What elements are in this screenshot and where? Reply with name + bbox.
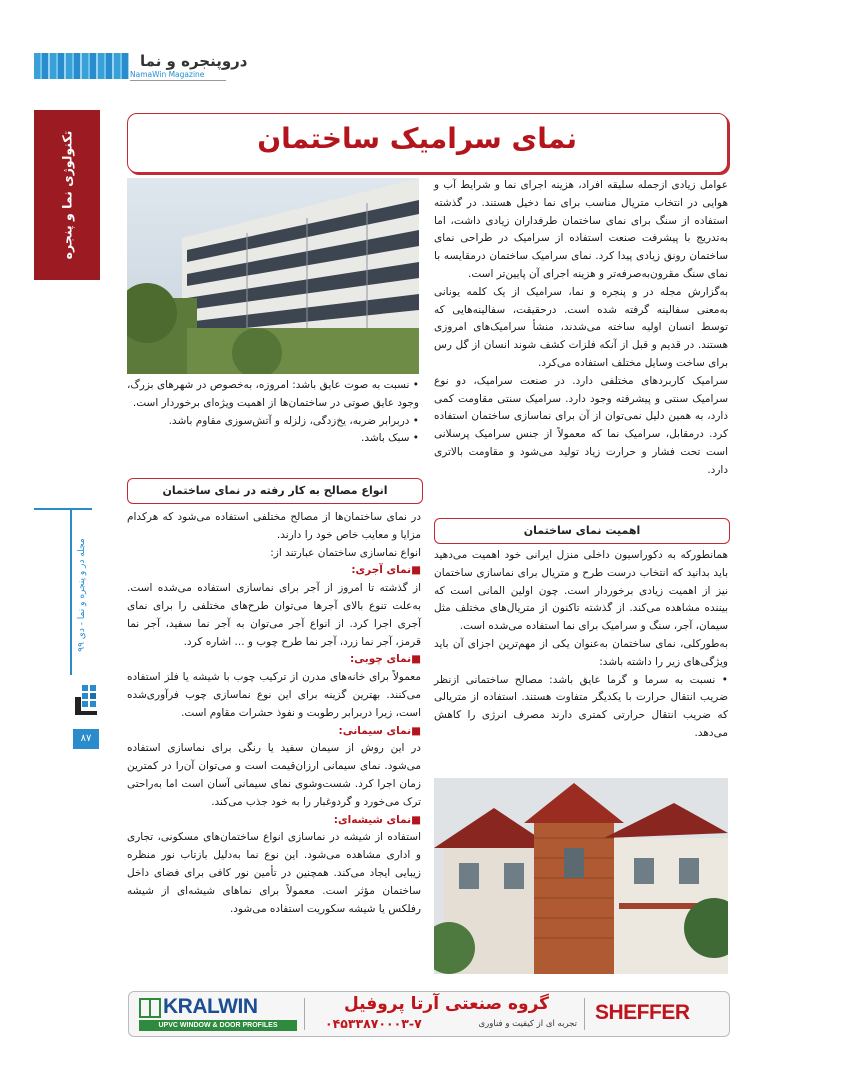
section-header-importance-text: اهمیت نمای ساختمان — [523, 524, 641, 537]
magazine-logo-text: دروپنجره و نما — [140, 52, 248, 70]
subheading-glass: نمای شیشه‌ای: — [333, 813, 412, 826]
intro-paragraph: عوامل زیادی ازجمله سلیقه افراد، هزینه اجرای نما و شرایط آب و هوایی در انتخاب متریال مناسب برای نما دخیل هستند. در گذشته استفاده از سنگ برای نمای ساختمان طرفداران زیادی داشت، اما به‌تدریج با پیشرفت صنعت استفاده از سرامیک در طراحی نمای ساختمان رونق زیادی پیدا کرد. نمای سرامیک ساختمان درمقایسه با نمای سنگ مقرون‌به‌صرفه‌تر و هزینه اجرای آن پایین‌تر است. — [434, 179, 728, 280]
square-bullet-icon: ■ — [411, 813, 421, 826]
wood-paragraph: معمولاً برای خانه‌های مدرن از ترکیب چوب با شیشه یا فلز استفاده می‌کنند. بهترین گزینه برای این نوع نماسازی چوب فرآوری‌شده است، زیرا دربرابر رطوبت و نفوذ حشرات مقاوم است. — [127, 671, 421, 719]
company-name: گروه صنعتی آرتا پروفیل — [343, 994, 550, 1014]
kralwin-tagline: UPVC WINDOW & DOOR PROFILES — [139, 1020, 297, 1031]
sheffer-logo: SHEFFER — [595, 1001, 690, 1024]
left-column-intro — [127, 377, 419, 448]
article-title-box — [127, 113, 728, 173]
ceramic-types-paragraph: سرامیک کاربردهای مختلفی دارد. در صنعت سرامیک، دو نوع سرامیک سنتی و پیشرفته وجود دارد. سرامیک سنتی مقاومت کمی دارد، به همین دلیل نمی‌توان از آن برای نماسازی ساختمان استفاده کرد. درمقابل، سرامیک نما که معمولاً از جنس سرامیک پرسلانی است تحت فشار و حرارت زیاد تولید می‌شود و مقاومت بالاتری دارد. — [434, 374, 728, 476]
ad-divider — [304, 998, 305, 1030]
header-color-strip — [34, 53, 129, 79]
materials-list-intro: انواع نماسازی ساختمان عبارتند از: — [270, 546, 421, 559]
cement-paragraph: در این روش از سیمان سفید یا رنگی برای نماسازی استفاده می‌شود. نمای سیمانی ارزان‌قیمت است و می‌توان آن‌را در کمترین زمان اجرا کرد. شست‌وشوی نمای سیمانی آسان است اما به‌راحتی ترک می‌خورد و گردوغبار را به خود جذب می‌کند. — [127, 742, 421, 808]
company-tagline: تجربه ای از کیفیت و فناوری — [478, 1019, 577, 1029]
features-intro: به‌طورکلی، نمای ساختمان به‌عنوان یکی از مهم‌ترین اجزای آن باید ویژگی‌های زیر را داشته باشد: — [434, 637, 728, 668]
ceramic-house-photo — [434, 778, 728, 974]
square-bullet-icon: ■ — [411, 724, 421, 737]
left-column-body — [127, 509, 421, 918]
sidebar-vertical-rule — [70, 510, 72, 675]
ad-divider-2 — [584, 998, 585, 1030]
right-column-body-2 — [434, 547, 728, 743]
brick-paragraph: از گذشته تا امروز از آجر برای نماسازی استفاده می‌شده است. به‌علت تنوع بالای آجرها می‌توان طرح‌های مختلفی را برای نمای آجری اجرا کرد. از انواع آجر می‌توان به آجر نما سفید، آجر نما قرمز، آجر نما زرد، آجر نما طرح چوب و ... اشاره کرد. — [127, 582, 421, 648]
section-header-materials — [127, 478, 423, 504]
article-title: نمای سرامیک ساختمان — [257, 122, 577, 155]
modern-building-photo — [127, 178, 419, 374]
ceramic-origin-paragraph: به‌گزارش مجله در و پنجره و نما، سرامیک از یک کلمه یونانی به‌معنی سفالینه گرفته شده است. درحقیقت، سفالینه‌هایی که توسط انسان اولیه ساخته می‌شدند، منشأ سرامیک‌های امروزی هستند. در قدیم و قبل از آنکه فلزات کشف شوند انسان از گل رس برای ساخت وسایل مختلف استفاده می‌کرد. — [434, 285, 728, 369]
footer-advertisement[interactable] — [128, 991, 730, 1037]
bullet-light: • سبک باشد. — [360, 432, 419, 445]
magazine-icon — [73, 683, 101, 719]
kralwin-logo: KRALWIN — [163, 995, 258, 1018]
bullet-sound: • نسبت به صوت عایق باشد: امروزه، به‌خصوص در شهرهای بزرگ، وجود عایق صوتی در ساختمان‌ها از اهمیت ویژه‌ای برخوردار است. — [127, 379, 419, 409]
section-header-importance — [434, 518, 730, 544]
section-header-materials-text: انواع مصالح به کار رفته در نمای ساختمان — [162, 484, 388, 497]
page-number: ۸۷ — [73, 729, 99, 749]
subheading-cement: نمای سیمانی: — [338, 724, 412, 737]
sidebar-rule — [34, 508, 92, 510]
importance-paragraph: همانطورکه به دکوراسیون داخلی منزل ایرانی خود اهمیت می‌دهید باید بدانید که انتخاب درست طرح و متریال برای نماسازی ساختمان نیز از اهمیت زیادی برخوردار است. چون اولین المانی است که بیننده مشاهده می‌کند. از گذشته تاکنون از متریال‌های مختلف مثل سیمان، آجر، سنگ و سرامیک برای نما استفاده می‌شده است. — [434, 549, 728, 633]
glass-paragraph: استفاده از شیشه در نماسازی انواع ساختمان‌های مسکونی، تجاری و اداری مشاهده می‌شود. این نوع نما به‌دلیل بازتاب نور منظره زیبایی ایجاد می‌کند. همچنین در تأمین نور کافی برای فضای داخل ساختمان مؤثر است. معمولاً برای نماهای شیشه‌ای از شیشه رفلکس یا شیشه سکوریت استفاده می‌شود. — [127, 831, 421, 915]
company-phone: ۰۴۵۳۳۸۷۰۰۰۳-۷ — [325, 1016, 422, 1031]
square-bullet-icon: ■ — [411, 564, 421, 577]
square-bullet-icon: ■ — [411, 653, 421, 666]
magazine-logo-subtitle: NamaWin Magazine — [130, 70, 205, 79]
section-side-tab — [34, 110, 100, 280]
materials-intro: در نمای ساختمان‌ها از مصالح مختلفی استفاده می‌شود که هرکدام مزایا و معایب خاص خود را دارند. — [127, 511, 421, 541]
header-rule — [130, 80, 226, 81]
bullet-thermal: • نسبت به سرما و گرما عایق باشد: مصالح ساختمانی ازنظر ضریب انتقال حرارت با یکدیگر متفاوت هستند. استفاده از متریالی که ضریب انتقال حرارتی کمتری دارند مصرف انرژی را کاهش می‌دهد. — [434, 673, 728, 739]
subheading-wood: نمای چوبی: — [349, 653, 412, 666]
right-column-body — [434, 177, 728, 480]
bullet-resistant: • دربرابر ضربه، یخ‌زدگی، زلزله و آتش‌سوزی مقاوم باشد. — [168, 414, 419, 427]
section-side-title: تکنولوژی نما و پنجره — [59, 130, 75, 260]
magazine-issue-line: مجله در و پنجره و نما - دی ۹۹ — [77, 538, 87, 652]
kralwin-window-icon — [139, 998, 161, 1018]
subheading-brick: نمای آجری: — [351, 564, 412, 577]
